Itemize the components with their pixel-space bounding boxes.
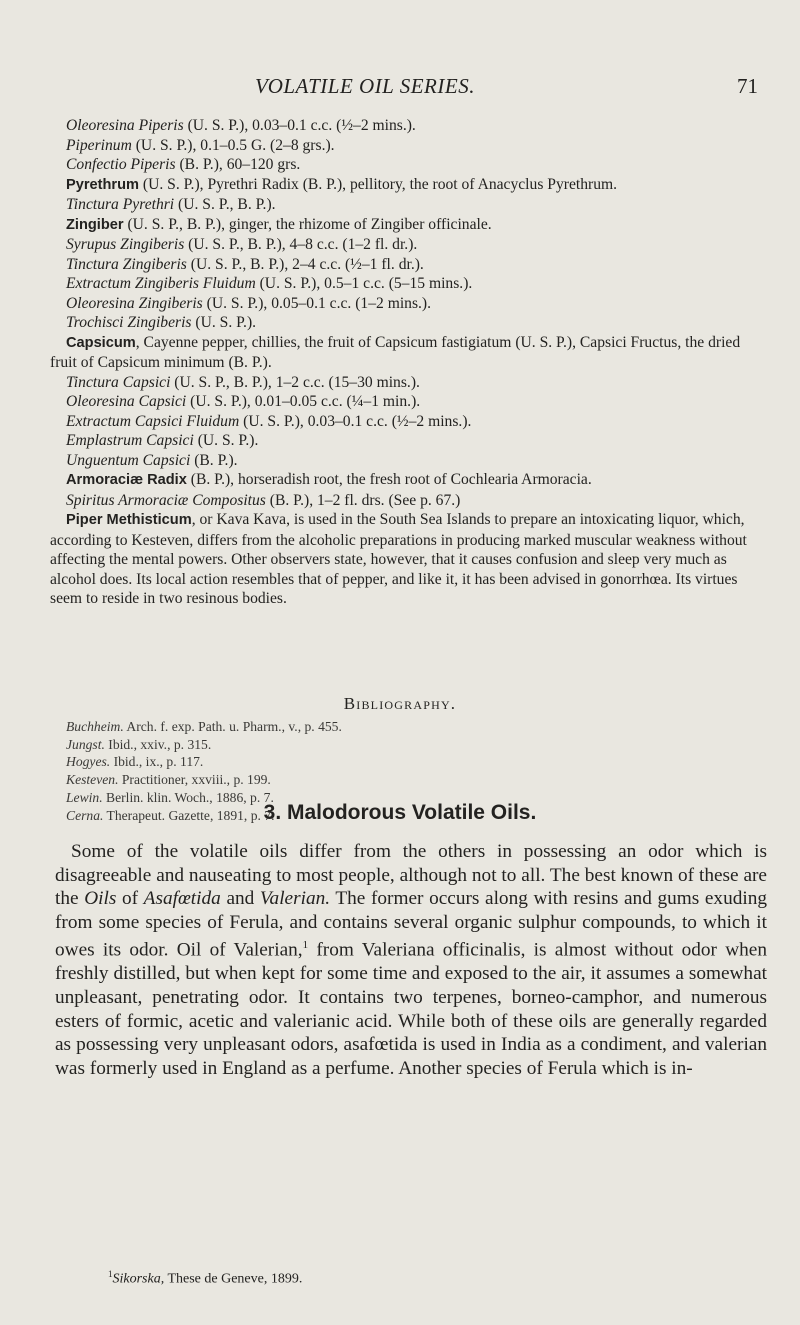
italic-run: Valerian. <box>259 888 331 910</box>
entry-pyrethrum <box>50 175 770 196</box>
bibliography-item <box>66 753 746 771</box>
footnote <box>108 1269 302 1288</box>
entry-title: Tinctura Capsici <box>66 373 171 391</box>
entry-lead: Zingiber <box>66 216 124 233</box>
text-run: Some of the volatile oils differ from the others in possessing an odor which is disagreeable and nauseating to most people, although not to all. The best known of these are the <box>55 841 767 910</box>
running-title: VOLATILE OIL SERIES. <box>255 74 475 98</box>
entry-text: (B. P.). <box>190 451 238 469</box>
text-run: of <box>116 888 144 910</box>
entry-tinctura-capsici <box>50 373 770 393</box>
entry-text: (U. S. P.), 0.03–0.1 c.c. (½–2 mins.). <box>239 412 472 430</box>
entry-lead: Capsicum <box>66 334 136 351</box>
footnote-author: Sikorska, <box>112 1271 165 1287</box>
entry-text: (U. S. P.), 0.5–1 c.c. (5–15 mins.). <box>255 275 473 292</box>
entry-text: (U. S. P.), 0.01–0.05 c.c. (¼–1 min.). <box>186 393 421 410</box>
entry-text: , or Kava Kava, is used in the South Sea Islands to prepare an intoxicating liquor, which, according to Kesteven, differs from the alcoholic preparations in producing marked muscular weakness without affecting the mental powers. Other observers state, however, that it causes confusion and sleep very much as alcohol does. Its local action resembles that of pepper, and like it, it has been advised in gonorrhœa. Its virtues seem to reside in two resinous bodies. <box>50 511 747 607</box>
entry-title: Piperinum <box>66 136 132 154</box>
entry-lead: Armoraciæ Radix <box>66 472 187 488</box>
entry-title: Syrupus Zingiberis <box>66 236 185 253</box>
bibliography-author: Kesteven. <box>66 772 119 788</box>
entry-spiritus-armoraciae <box>50 491 770 511</box>
entry-title: Trochisci Zingiberis <box>66 314 192 331</box>
footnote-marker: 1 <box>302 939 309 952</box>
entry-extractum-zingiberis <box>50 274 770 294</box>
italic-run: Asafœtida <box>143 888 221 910</box>
bibliography-item <box>66 771 746 789</box>
text-run: and <box>220 888 260 910</box>
bibliography-ref: Ibid., xxiv., p. 315. <box>104 736 212 752</box>
entry-title: Oleoresina Capsici <box>66 393 187 410</box>
entry-text: (U. S. P.), 0.1–0.5 G. (2–8 grs.). <box>131 136 335 154</box>
text-run: from Valeriana officinalis, is almost without odor when freshly distilled, but when kept for some time and exposed to the air, it assumes a somewhat unpleasant, penetrating odor. It contains two terpenes, borneo-camphor, and numerous esters of formic, acetic and valerianic acid. While both of these oils are generally regarded as possessing very unpleasant odors, asafœtida is used in India as a condiment, and valerian was formerly used in England as a perfume. Another species of Ferula which is in- <box>55 939 767 1079</box>
entry-title: Extractum Zingiberis Fluidum <box>66 275 256 292</box>
entry-text: (U. S. P., B. P.). <box>174 196 276 213</box>
entry-oleoresina-capsici <box>50 392 770 412</box>
entry-text: (B. P.), 1–2 fl. drs. (See p. 67.) <box>265 491 461 509</box>
bibliography-heading: Bibliography. <box>343 694 457 713</box>
text-run: The former occurs along with resins and gums exuding from some species of Ferula, and contains several organic sulphur compounds, to which it owes its odor. Oil of Valerian, <box>55 888 767 961</box>
bibliography-author: Cerna. <box>66 807 104 823</box>
entry-piper-methisticum <box>50 510 770 609</box>
entry-text: (U. S. P.). <box>193 432 259 449</box>
entry-lead: Pyrethrum <box>66 176 139 193</box>
bibliography-ref: Berlin. klin. Woch., 1886, p. 7. <box>102 789 274 805</box>
entry-text: (B. P.), horseradish root, the fresh root of Cochlearia Armoracia. <box>186 471 592 488</box>
entry-text: (B. P.), 60–120 grs. <box>175 156 301 173</box>
entry-title: Tinctura Zingiberis <box>66 255 187 273</box>
drug-entries <box>50 116 770 609</box>
bibliography-author: Hogyes. <box>66 754 111 770</box>
entry-title: Tinctura Pyrethri <box>66 196 175 213</box>
bibliography-author: Buchheim. <box>66 719 124 734</box>
entry-zingiber <box>50 215 770 236</box>
entry-lead: Piper Methisticum <box>66 512 192 528</box>
italic-run: Oils <box>84 888 117 910</box>
entry-emplastrum-capsici <box>50 431 770 451</box>
bibliography-ref: Practitioner, xxviii., p. 199. <box>118 772 271 788</box>
entry-text: (U. S. P., B. P.), ginger, the rhizome of Zingiber officinale. <box>123 215 492 233</box>
entry-unguentum-capsici <box>50 451 770 471</box>
entry-title: Oleoresina Zingiberis <box>66 294 203 312</box>
entry-tinctura-zingiberis <box>50 255 770 275</box>
entry-text: (U. S. P., B. P.), 1–2 c.c. (15–30 mins.). <box>170 373 420 391</box>
entry-title: Confectio Piperis <box>66 156 176 173</box>
bibliography-item <box>66 736 746 754</box>
entry-text: (U. S. P., B. P.), 4–8 c.c. (1–2 fl. dr.). <box>184 236 418 253</box>
entry-text: (U. S. P.), 0.05–0.1 c.c. (1–2 mins.). <box>202 294 432 312</box>
page-number: 71 <box>737 74 758 98</box>
entry-title: Spiritus Armoraciæ Compositus <box>66 491 266 509</box>
body-paragraph <box>55 840 767 1080</box>
entry-title: Emplastrum Capsici <box>66 432 194 449</box>
bibliography-ref: Arch. f. exp. Path. u. Pharm., v., p. 455. <box>123 719 342 734</box>
entry-title: Oleoresina Piperis <box>66 117 184 134</box>
entry-oleoresina-zingiberis <box>50 294 770 314</box>
entry-text: , Cayenne pepper, chillies, the fruit of Capsicum fastigiatum (U. S. P.), Capsici Fructus, the dried fruit of Capsicum minimum (B. P.). <box>50 333 741 371</box>
page-header <box>0 74 800 100</box>
entry-syrupus-zingiberis <box>50 235 770 255</box>
entry-tinctura-pyrethri <box>50 195 770 215</box>
entry-text: (U. S. P.), Pyrethri Radix (B. P.), pellitory, the root of Anacyclus Pyrethrum. <box>139 175 618 193</box>
entry-piperinum <box>50 136 770 156</box>
entry-capsicum <box>50 333 770 373</box>
footnote-mark: 1 <box>108 1269 113 1279</box>
footnote-text: These de Geneve, 1899. <box>164 1271 303 1287</box>
bibliography-item <box>66 718 746 736</box>
entry-trochisci-zingiberis <box>50 313 770 333</box>
entry-text: (U. S. P., B. P.), 2–4 c.c. (½–1 fl. dr.). <box>186 255 424 273</box>
entry-oleoresina-piperis <box>50 116 770 136</box>
entry-text: (U. S. P.), 0.03–0.1 c.c. (½–2 mins.). <box>183 117 416 134</box>
entry-title: Unguentum Capsici <box>66 451 191 469</box>
section-heading: 3. Malodorous Volatile Oils. <box>263 801 537 824</box>
entry-text: (U. S. P.). <box>191 314 257 331</box>
entry-armoraciae <box>50 470 770 491</box>
entry-confectio-piperis <box>50 155 770 175</box>
bibliography-ref: Ibid., ix., p. 117. <box>110 754 204 770</box>
entry-title: Extractum Capsici Fluidum <box>66 412 240 430</box>
bibliography-author: Lewin. <box>66 789 103 805</box>
entry-extractum-capsici <box>50 412 770 432</box>
bibliography-ref: Therapeut. Gazette, 1891, p. 7. <box>103 807 275 823</box>
bibliography-author: Jungst. <box>66 736 105 752</box>
